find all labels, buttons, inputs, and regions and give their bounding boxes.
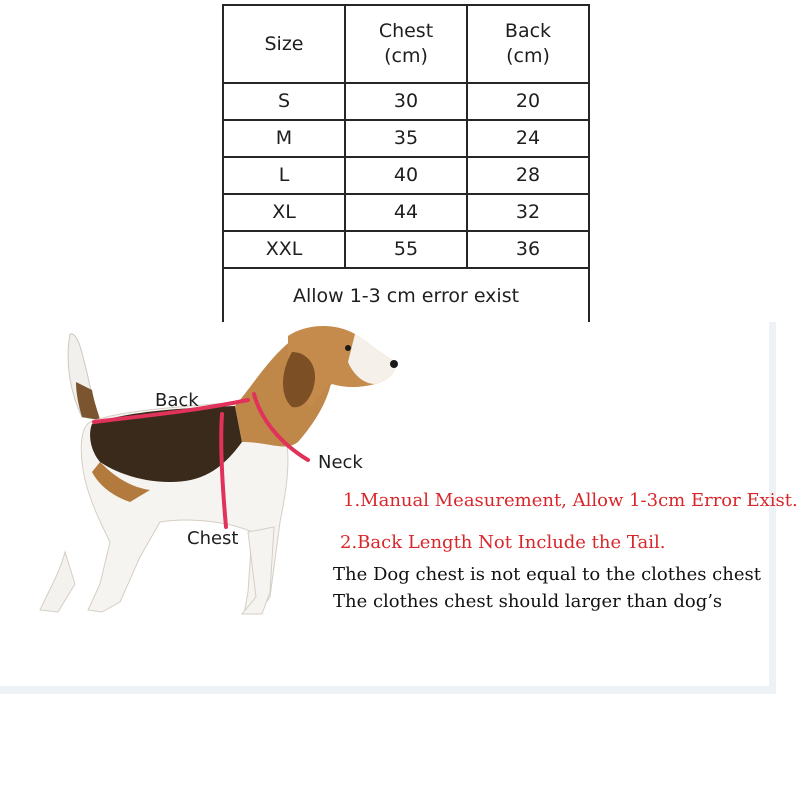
header-chest: Chest (cm) xyxy=(345,5,467,83)
cell-size: S xyxy=(223,83,345,120)
table-row xyxy=(223,194,589,231)
label-neck: Neck xyxy=(318,452,363,473)
table-row xyxy=(223,231,589,268)
table-row xyxy=(223,83,589,120)
cell-chest: 55 xyxy=(345,231,467,268)
size-chart-table xyxy=(222,4,590,325)
table-header-row xyxy=(223,5,589,83)
cell-size: XXL xyxy=(223,231,345,268)
cell-chest: 30 xyxy=(345,83,467,120)
cell-chest: 40 xyxy=(345,157,467,194)
cell-back: 32 xyxy=(467,194,589,231)
cell-back: 36 xyxy=(467,231,589,268)
cell-chest: 35 xyxy=(345,120,467,157)
note-back-length: 2.Back Length Not Include the Tail. xyxy=(340,532,666,553)
table-row xyxy=(223,120,589,157)
header-back: Back (cm) xyxy=(467,5,589,83)
cell-size: XL xyxy=(223,194,345,231)
cell-size: M xyxy=(223,120,345,157)
note-chest-difference: The Dog chest is not equal to the clothes chest xyxy=(333,564,761,585)
cell-back: 28 xyxy=(467,157,589,194)
dog-eye xyxy=(345,345,351,351)
dog-nose xyxy=(390,360,398,368)
label-chest: Chest xyxy=(187,528,239,549)
cell-chest: 44 xyxy=(345,194,467,231)
cell-size: L xyxy=(223,157,345,194)
note-chest-larger: The clothes chest should larger than dog’s xyxy=(333,591,723,612)
panel-edge xyxy=(0,686,776,694)
table-row xyxy=(223,157,589,194)
cell-back: 20 xyxy=(467,83,589,120)
dog-illustration xyxy=(30,322,410,632)
label-back: Back xyxy=(155,390,199,411)
cell-back: 24 xyxy=(467,120,589,157)
note-manual-measurement: 1.Manual Measurement, Allow 1-3cm Error Exist. xyxy=(343,490,798,511)
header-size: Size xyxy=(223,5,345,83)
table-footer-note: Allow 1-3 cm error exist xyxy=(223,268,589,324)
table-footer-row xyxy=(223,268,589,324)
